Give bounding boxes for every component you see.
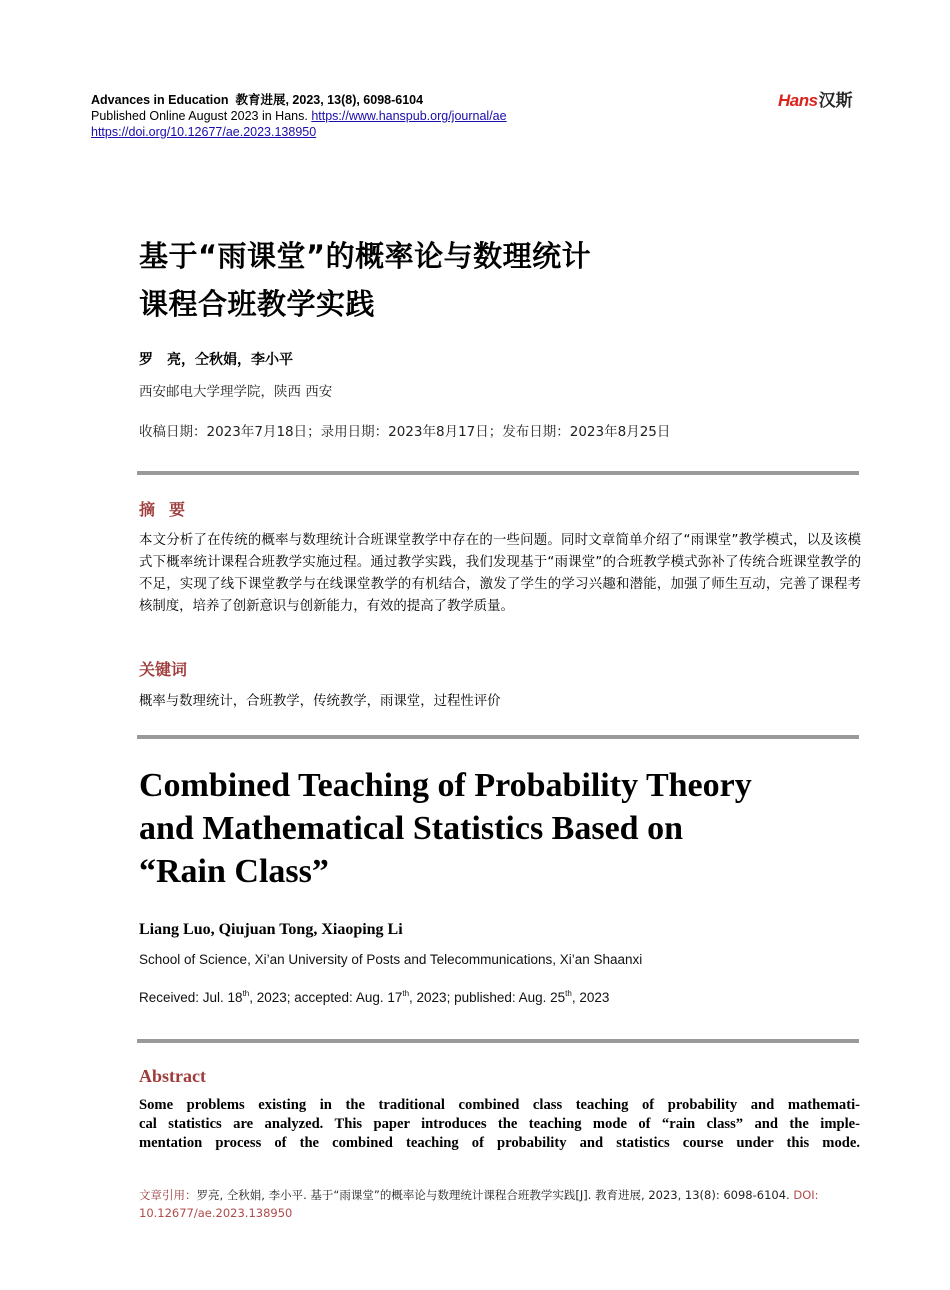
divider-rule bbox=[137, 471, 859, 475]
accepted-date: , 2023; accepted: Aug. 17 bbox=[249, 990, 403, 1005]
published-date: , 2023; published: Aug. 25 bbox=[409, 990, 566, 1005]
abstract-line: cal statistics are analyzed. This paper introduces the teaching mode of “rain class” and the imple- bbox=[139, 1116, 860, 1132]
chinese-keywords-heading: 关键词 bbox=[139, 660, 188, 679]
chinese-title-line-1: 基于“雨课堂”的概率论与数理统计 bbox=[139, 239, 592, 273]
ordinal-suffix: th bbox=[565, 989, 572, 998]
english-abstract-body bbox=[139, 1096, 860, 1153]
hans-logo bbox=[778, 91, 853, 111]
abstract-line: mentation process of the combined teaching of probability and statistics course under this mode. bbox=[139, 1135, 860, 1151]
published-year: , 2023 bbox=[571, 990, 610, 1005]
ordinal-suffix: th bbox=[242, 989, 250, 998]
citation-block bbox=[139, 1186, 861, 1222]
published-text: Published Online August 2023 in Hans. bbox=[91, 109, 308, 123]
english-authors: Liang Luo, Qiujuan Tong, Xiaoping Li bbox=[139, 921, 403, 938]
journal-citation-line bbox=[91, 92, 507, 108]
journal-url-link[interactable]: https://www.hanspub.org/journal/ae bbox=[311, 109, 507, 123]
chinese-affiliation: 西安邮电大学理学院，陕西 西安 bbox=[139, 384, 333, 400]
citation-text: 罗亮, 仝秋娟, 李小平. 基于“雨课堂”的概率论与数理统计课程合班教学实践[J]. 教育进展, 2023, 13(8): 6098-6104. bbox=[196, 1188, 794, 1202]
abstract-line: Some problems existing in the traditional combined class teaching of probability and mathemati- bbox=[139, 1097, 860, 1113]
journal-cn-citation: 教育进展, 2023, 13(8), 6098-6104 bbox=[235, 93, 424, 107]
chinese-abstract-heading: 摘要 bbox=[139, 500, 200, 519]
english-title bbox=[139, 764, 859, 893]
chinese-title-line-2: 课程合班教学实践 bbox=[139, 287, 376, 321]
published-line bbox=[91, 108, 507, 124]
english-title-line-1: Combined Teaching of Probability Theory bbox=[139, 767, 752, 804]
english-title-line-3: “Rain Class” bbox=[139, 853, 329, 890]
citation-label: 文章引用： bbox=[139, 1188, 197, 1202]
divider-rule bbox=[137, 1039, 859, 1043]
chinese-abstract-body: 本文分析了在传统的概率与数理统计合班课堂教学中存在的一些问题。同时文章简单介绍了“雨课堂”教学模式，以及该模式下概率统计课程合班教学实施过程。通过教学实践，我们发现基于“雨课堂”的合班教学模式弥补了传统合班课堂教学的不足，实现了线下课堂教学与在线课堂教学的有机结合，激发了学生的学习兴趣和潜能，加强了师生互动，完善了课程考核制度，培养了创新意识与创新能力，有效的提高了教学质量。 bbox=[139, 533, 861, 614]
english-dates bbox=[139, 988, 609, 1008]
divider-rule bbox=[137, 735, 859, 739]
journal-header bbox=[91, 92, 507, 140]
chinese-keywords: 概率与数理统计，合班教学，传统教学，雨课堂，过程性评价 bbox=[139, 694, 501, 709]
ordinal-suffix: th bbox=[402, 989, 410, 998]
chinese-authors: 罗 亮，仝秋娟，李小平 bbox=[139, 352, 293, 368]
chinese-title bbox=[139, 232, 591, 328]
logo-chinese: 汉斯 bbox=[818, 91, 853, 110]
logo-latin: Hans bbox=[778, 91, 818, 110]
chinese-dates: 收稿日期：2023年7月18日；录用日期：2023年8月17日；发布日期：2023年8月25日 bbox=[139, 424, 671, 440]
doi-url-link[interactable]: https://doi.org/10.12677/ae.2023.138950 bbox=[91, 125, 317, 139]
journal-name: Advances in Education bbox=[91, 93, 229, 107]
citation-doi-link[interactable]: DOI: 10.12677/ae.2023.138950 bbox=[139, 1188, 819, 1220]
english-title-line-2: and Mathematical Statistics Based on bbox=[139, 810, 683, 847]
english-abstract-heading: Abstract bbox=[139, 1066, 206, 1086]
english-affiliation: School of Science, Xi’an University of Posts and Telecommunications, Xi’an Shaanxi bbox=[139, 952, 643, 967]
received-date: Received: Jul. 18 bbox=[139, 990, 243, 1005]
